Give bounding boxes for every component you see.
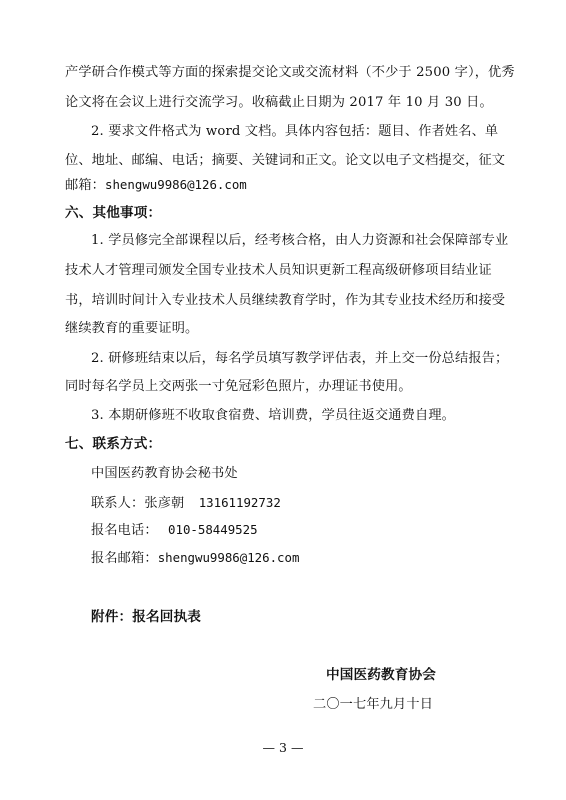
- section5-p1-line1: 产学研合作模式等方面的探索提交论文或交流材料（不少于 2500 字），优秀: [65, 65, 515, 80]
- section5-p2-line2: 位、地址、邮编、电话；摘要、关键词和正文。论文以电子文档提交，征文: [65, 153, 506, 168]
- section5-p2-line3: [65, 176, 247, 195]
- registration-email-label: 报名邮箱：: [91, 551, 158, 566]
- section6-p2-line2: 同时每名学员上交两张一寸免冠彩色照片，办理证书使用。: [65, 379, 412, 394]
- section6-heading: 六、其他事项：: [65, 205, 162, 221]
- registration-phone-label: 报名电话：: [91, 523, 158, 538]
- section6-p1-line2: 技术人才管理司颁发全国专业技术人员知识更新工程高级研修项目结业证: [65, 263, 492, 278]
- registration-phone: 010-58449525: [168, 522, 258, 537]
- registration-email-line: [91, 549, 299, 568]
- attachment-note: 附件：报名回执表: [91, 609, 201, 625]
- section6-p2-line1: 2. 研修班结束以后，每名学员填写教学评估表，并上交一份总结报告；: [91, 351, 509, 366]
- contact-person-label: 联系人：: [91, 496, 145, 511]
- contact-org: 中国医药教育协会秘书处: [91, 466, 238, 481]
- section6-p1-line3: 书，培训时间计入专业技术人员继续教育学时，作为其专业技术经历和接受: [65, 293, 506, 308]
- registration-phone-line: [91, 521, 258, 540]
- email-label: 邮箱：: [65, 178, 106, 193]
- submission-email: shengwu9986@126.com: [105, 177, 247, 192]
- registration-email: shengwu9986@126.com: [157, 550, 300, 565]
- section7-heading: 七、联系方式：: [65, 436, 162, 452]
- page-number: — 3 —: [262, 740, 304, 755]
- signature-org: 中国医药教育协会: [326, 667, 436, 683]
- section6-p1-line1: 1. 学员修完全部课程以后，经考核合格，由人力资源和社会保障部专业: [91, 233, 509, 248]
- section6-p3-line1: 3. 本期研修班不收取食宿费、培训费，学员往返交通费自理。: [91, 408, 455, 423]
- section6-p1-line4: 继续教育的重要证明。: [65, 321, 199, 336]
- section5-p1-line2: 论文将在会议上进行交流学习。收稿截止日期为 2017 年 10 月 30 日。: [65, 95, 493, 110]
- signature-date: 二〇一七年九月十日: [313, 697, 434, 712]
- contact-phone: 13161192732: [198, 495, 281, 510]
- section5-p2-line1: 2. 要求文件格式为 word 文档。具体内容包括：题目、作者姓名、单: [91, 124, 499, 139]
- contact-person-line: [91, 494, 281, 513]
- contact-person-name: 张彦朝: [144, 496, 185, 511]
